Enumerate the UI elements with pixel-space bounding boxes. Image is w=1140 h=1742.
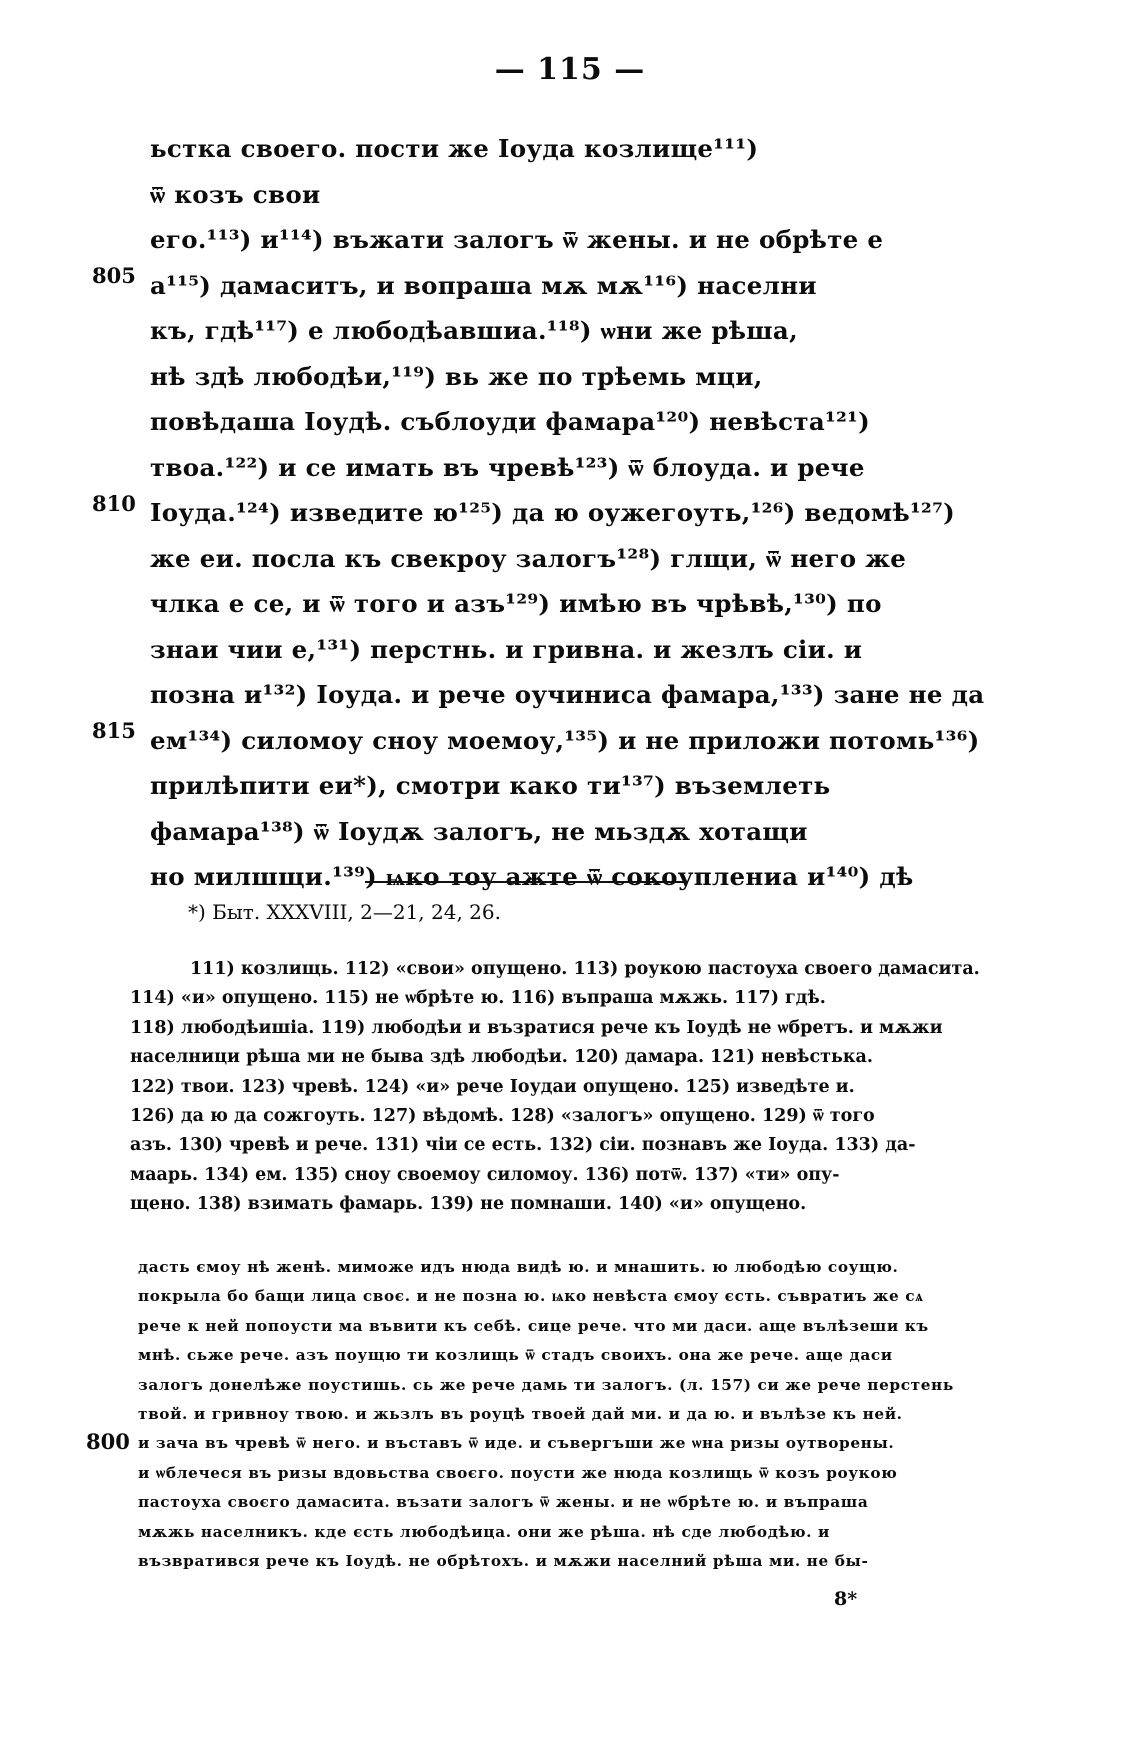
parallel-line: залогъ донелѣже поустишь. сь же рече дамь ти залогъ. (л. 157) си же рече перстень <box>138 1375 954 1394</box>
variant-line: маарь. 134) ем. 135) сноу своемоу силомоу. 136) потѿ. 137) «ти» опу- <box>130 1164 840 1185</box>
main-line: ѿ козъ свои <box>150 179 321 209</box>
variant-line: 111) козлищь. 112) «свои» опущено. 113) роукою пастоуха своего дамасита. <box>190 959 980 979</box>
parallel-line: мнѣ. сьже рече. азъ поущю ти козлищь ѿ стадъ своихъ. она же рече. аще даси <box>138 1346 893 1365</box>
main-line: фамара¹³⁸) ѿ Іоудѫ залогъ, не мьздѫ хотащи <box>150 816 808 846</box>
parallel-line: покрыла бо бащи лица своє. и не позна ю. ѩко невѣста ємоу єсть. съвратиъ же сѧ <box>138 1287 924 1306</box>
line-number-805: 805 <box>92 263 136 288</box>
variant-readings <box>130 955 1020 1220</box>
line-number-810: 810 <box>92 491 136 516</box>
variant-line: населници рѣша ми не быва здѣ любодѣи. 120) дамара. 121) невѣстька. <box>130 1047 873 1068</box>
variant-line: щено. 138) взимать фамарь. 139) не помнаши. 140) «и» опущено. <box>130 1194 807 1215</box>
footnote: *) Быт. XXXVIII, 2—21, 24, 26. <box>188 900 501 924</box>
parallel-text-block <box>138 1253 1018 1576</box>
main-line: его.¹¹³) и¹¹⁴) въжати залогъ ѿ жены. и не обрѣте е <box>150 225 884 254</box>
main-line: прилѣпити еи*), смотри како ти¹³⁷) въземлеть <box>150 771 831 800</box>
main-line: нѣ здѣ любодѣи,¹¹⁹) вь же по трѣемь мци, <box>150 361 763 391</box>
parallel-line: пастоуха своєго дамасита. възати залогъ ѿ жены. и не ѡбрѣте ю. и въпраша <box>138 1493 869 1512</box>
parallel-line: твой. и гривноу твою. и жьзлъ въ роуцѣ твоей дай ми. и да ю. и вълѣзе къ ней. <box>138 1404 903 1423</box>
page-number: — 115 — <box>494 52 646 87</box>
main-line: члка е се, и ѿ того и азъ¹²⁹) имѣю въ чрѣвѣ,¹³⁰) по <box>150 589 882 618</box>
main-line: къ, гдѣ¹¹⁷) е любодѣавшиа.¹¹⁸) ѡни же рѣша, <box>150 316 798 345</box>
main-line: но милшщи.¹³⁹) ѩко тоу ажте ѿ сокоуплениа и¹⁴⁰) дѣ <box>150 862 914 891</box>
variant-line: 122) твои. 123) чревѣ. 124) «и» рече Іоудаи опущено. 125) изведѣте и. <box>130 1076 855 1097</box>
parallel-line: и ѡблечеся въ ризы вдовьства своєго. поусти же нюда козлищь ѿ козъ роукою <box>138 1463 898 1482</box>
parallel-line: рече к ней попоусти ма въвити къ себѣ. сице рече. что ми даси. аще вълѣзеши къ <box>138 1316 929 1335</box>
line-number-815: 815 <box>92 718 136 743</box>
signature-mark: 8* <box>834 1588 858 1610</box>
main-line: повѣдаша Іоудѣ. съблоуди фамара¹²⁰) невѣста¹²¹) <box>150 407 871 436</box>
main-line: же еи. посла къ свекроу залогъ¹²⁸) глщи, ѿ него же <box>150 543 907 573</box>
main-line: твоа.¹²²) и се имать въ чревѣ¹²³) ѿ блоуда. и рече <box>150 452 865 482</box>
variant-line: 126) да ю да сожгоуть. 127) вѣдомѣ. 128) «залогъ» опущено. 129) ѿ того <box>130 1105 875 1126</box>
main-line: позна и¹³²) Іоуда. и рече оучиниса фамара,¹³³) зане не да <box>150 680 985 709</box>
variant-line: 118) любодѣишіа. 119) любодѣи и възратися рече къ Іоудѣ не ѡбретъ. и мѫжи <box>130 1017 943 1038</box>
parallel-line: възвратився рече къ Іоудѣ. не обрѣтохъ. и мѫжи населний рѣша ми. не бы- <box>138 1551 869 1570</box>
main-line: ем¹³⁴) силомоу сноу моемоу,¹³⁵) и не приложи потомь¹³⁶) <box>150 725 980 755</box>
main-line: ьстка своего. пости же Іоуда козлище¹¹¹) <box>150 134 759 163</box>
parallel-line: дасть ємоу нѣ женѣ. миможе идъ нюда видѣ ю. и мнашить. ю любодѣю соущю. <box>138 1258 899 1276</box>
parallel-line: мѫжь населникъ. кде єсть любодѣица. они же рѣша. нѣ сде любодѣю. и <box>138 1522 830 1541</box>
main-line: а¹¹⁵) дамаситъ, и вопраша мѫ мѫ¹¹⁶) населни <box>150 270 817 300</box>
main-text-block <box>150 126 985 900</box>
main-line: знаи чии е,¹³¹) перстнь. и гривна. и жезлъ сіи. и <box>150 634 863 664</box>
line-number-800: 800 <box>86 1429 130 1454</box>
variant-line: азъ. 130) чревѣ и рече. 131) чіи се есть. 132) сіи. познавъ же Іоуда. 133) да- <box>130 1135 916 1156</box>
variant-line: 114) «и» опущено. 115) не ѡбрѣте ю. 116) въпраша мѫжь. 117) гдѣ. <box>130 988 826 1009</box>
footnote-divider <box>365 881 685 883</box>
main-line: Іоуда.¹²⁴) изведите ю¹²⁵) да ю оужегоуть,¹²⁶) ведомѣ¹²⁷) <box>150 498 955 527</box>
parallel-line: и зача въ чревѣ ѿ него. и въставъ ѿ иде. и съвергъши же ѡна ризы оутворены. <box>138 1434 895 1453</box>
